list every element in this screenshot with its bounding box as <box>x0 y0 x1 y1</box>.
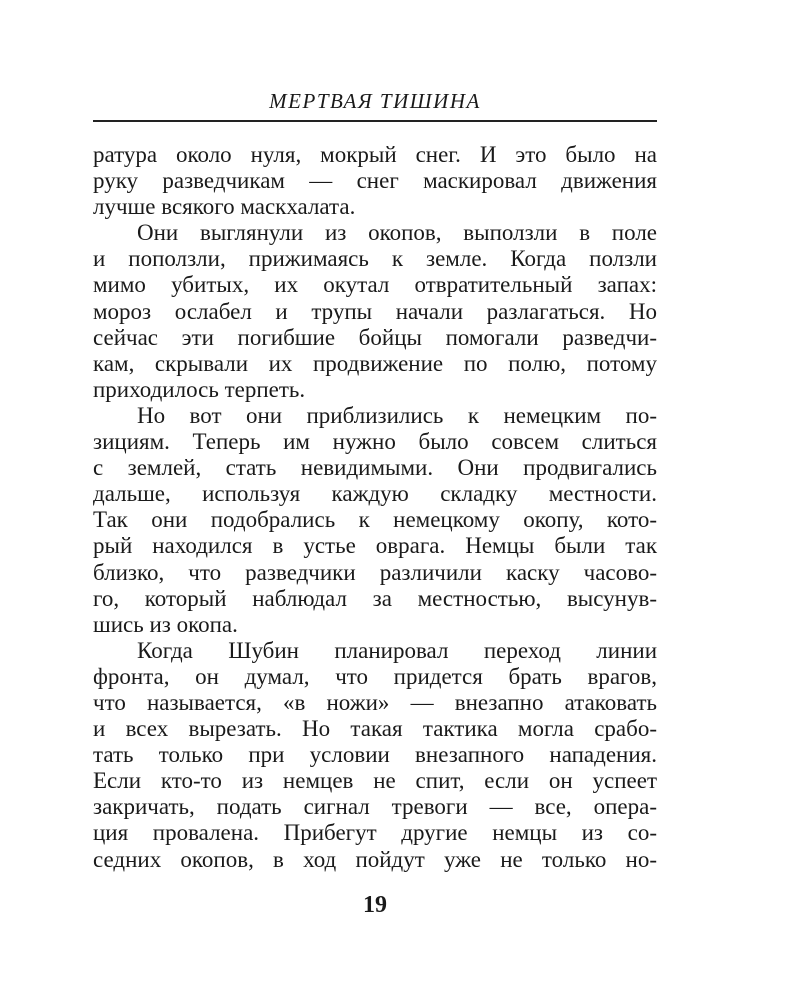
text-line: Если кто-то из немцев не спит, если он успеет <box>93 768 657 794</box>
text-line: мимо убитых, их окутал отвратительный запах: <box>93 272 657 298</box>
text-line: Они выглянули из окопов, выползли в поле <box>137 220 657 246</box>
text-line: седних окопов, в ход пойдут уже не только но- <box>93 846 657 872</box>
text-line: близко, что разведчики различили каску часово- <box>93 559 657 585</box>
page-number: 19 <box>363 892 387 918</box>
text-line: приходилось терпеть. <box>93 376 306 402</box>
text-line: сейчас эти погибшие бойцы помогали разведчи- <box>93 324 657 350</box>
text-line: шись из окопа. <box>93 611 238 637</box>
running-head: МЕРТВАЯ ТИШИНА <box>269 89 481 113</box>
text-line: мороз ослабел и трупы начали разлагаться. Но <box>93 298 657 324</box>
text-line: Когда Шубин планировал переход линии <box>137 637 657 663</box>
text-line: кам, скрывали их продвижение по полю, потому <box>93 350 657 376</box>
text-line: что называется, «в ножи» — внезапно атаковать <box>93 689 657 715</box>
text-line: ция провалена. Прибегут другие немцы из со- <box>93 820 657 846</box>
text-line: Так они подобрались к немецкому окопу, кото- <box>93 507 657 533</box>
text-line: руку разведчикам — снег маскировал движения <box>93 168 657 194</box>
text-line: зициям. Теперь им нужно было совсем слиться <box>93 429 657 455</box>
text-line: и всех вырезать. Но такая тактика могла срабо- <box>93 716 657 742</box>
text-line: Но вот они приблизились к немецким по- <box>137 402 657 428</box>
body-text <box>93 142 657 873</box>
text-line: лучше всякого маскхалата. <box>93 194 356 220</box>
text-line: рый находился в устье оврага. Немцы были так <box>93 533 657 559</box>
text-line: ратура около нуля, мокрый снег. И это было на <box>93 142 657 167</box>
text-line: фронта, он думал, что придется брать врагов, <box>93 663 657 689</box>
text-line: и поползли, прижимаясь к земле. Когда ползли <box>93 246 657 272</box>
text-line: го, который наблюдал за местностью, высунув- <box>93 585 657 611</box>
text-line: тать только при условии внезапного нападения. <box>93 742 657 768</box>
text-line: дальше, используя каждую складку местности. <box>93 481 657 507</box>
text-line: с землей, стать невидимыми. Они продвигались <box>93 455 657 481</box>
header-rule <box>93 120 657 122</box>
text-line: закричать, подать сигнал тревоги — все, опера- <box>93 794 657 820</box>
